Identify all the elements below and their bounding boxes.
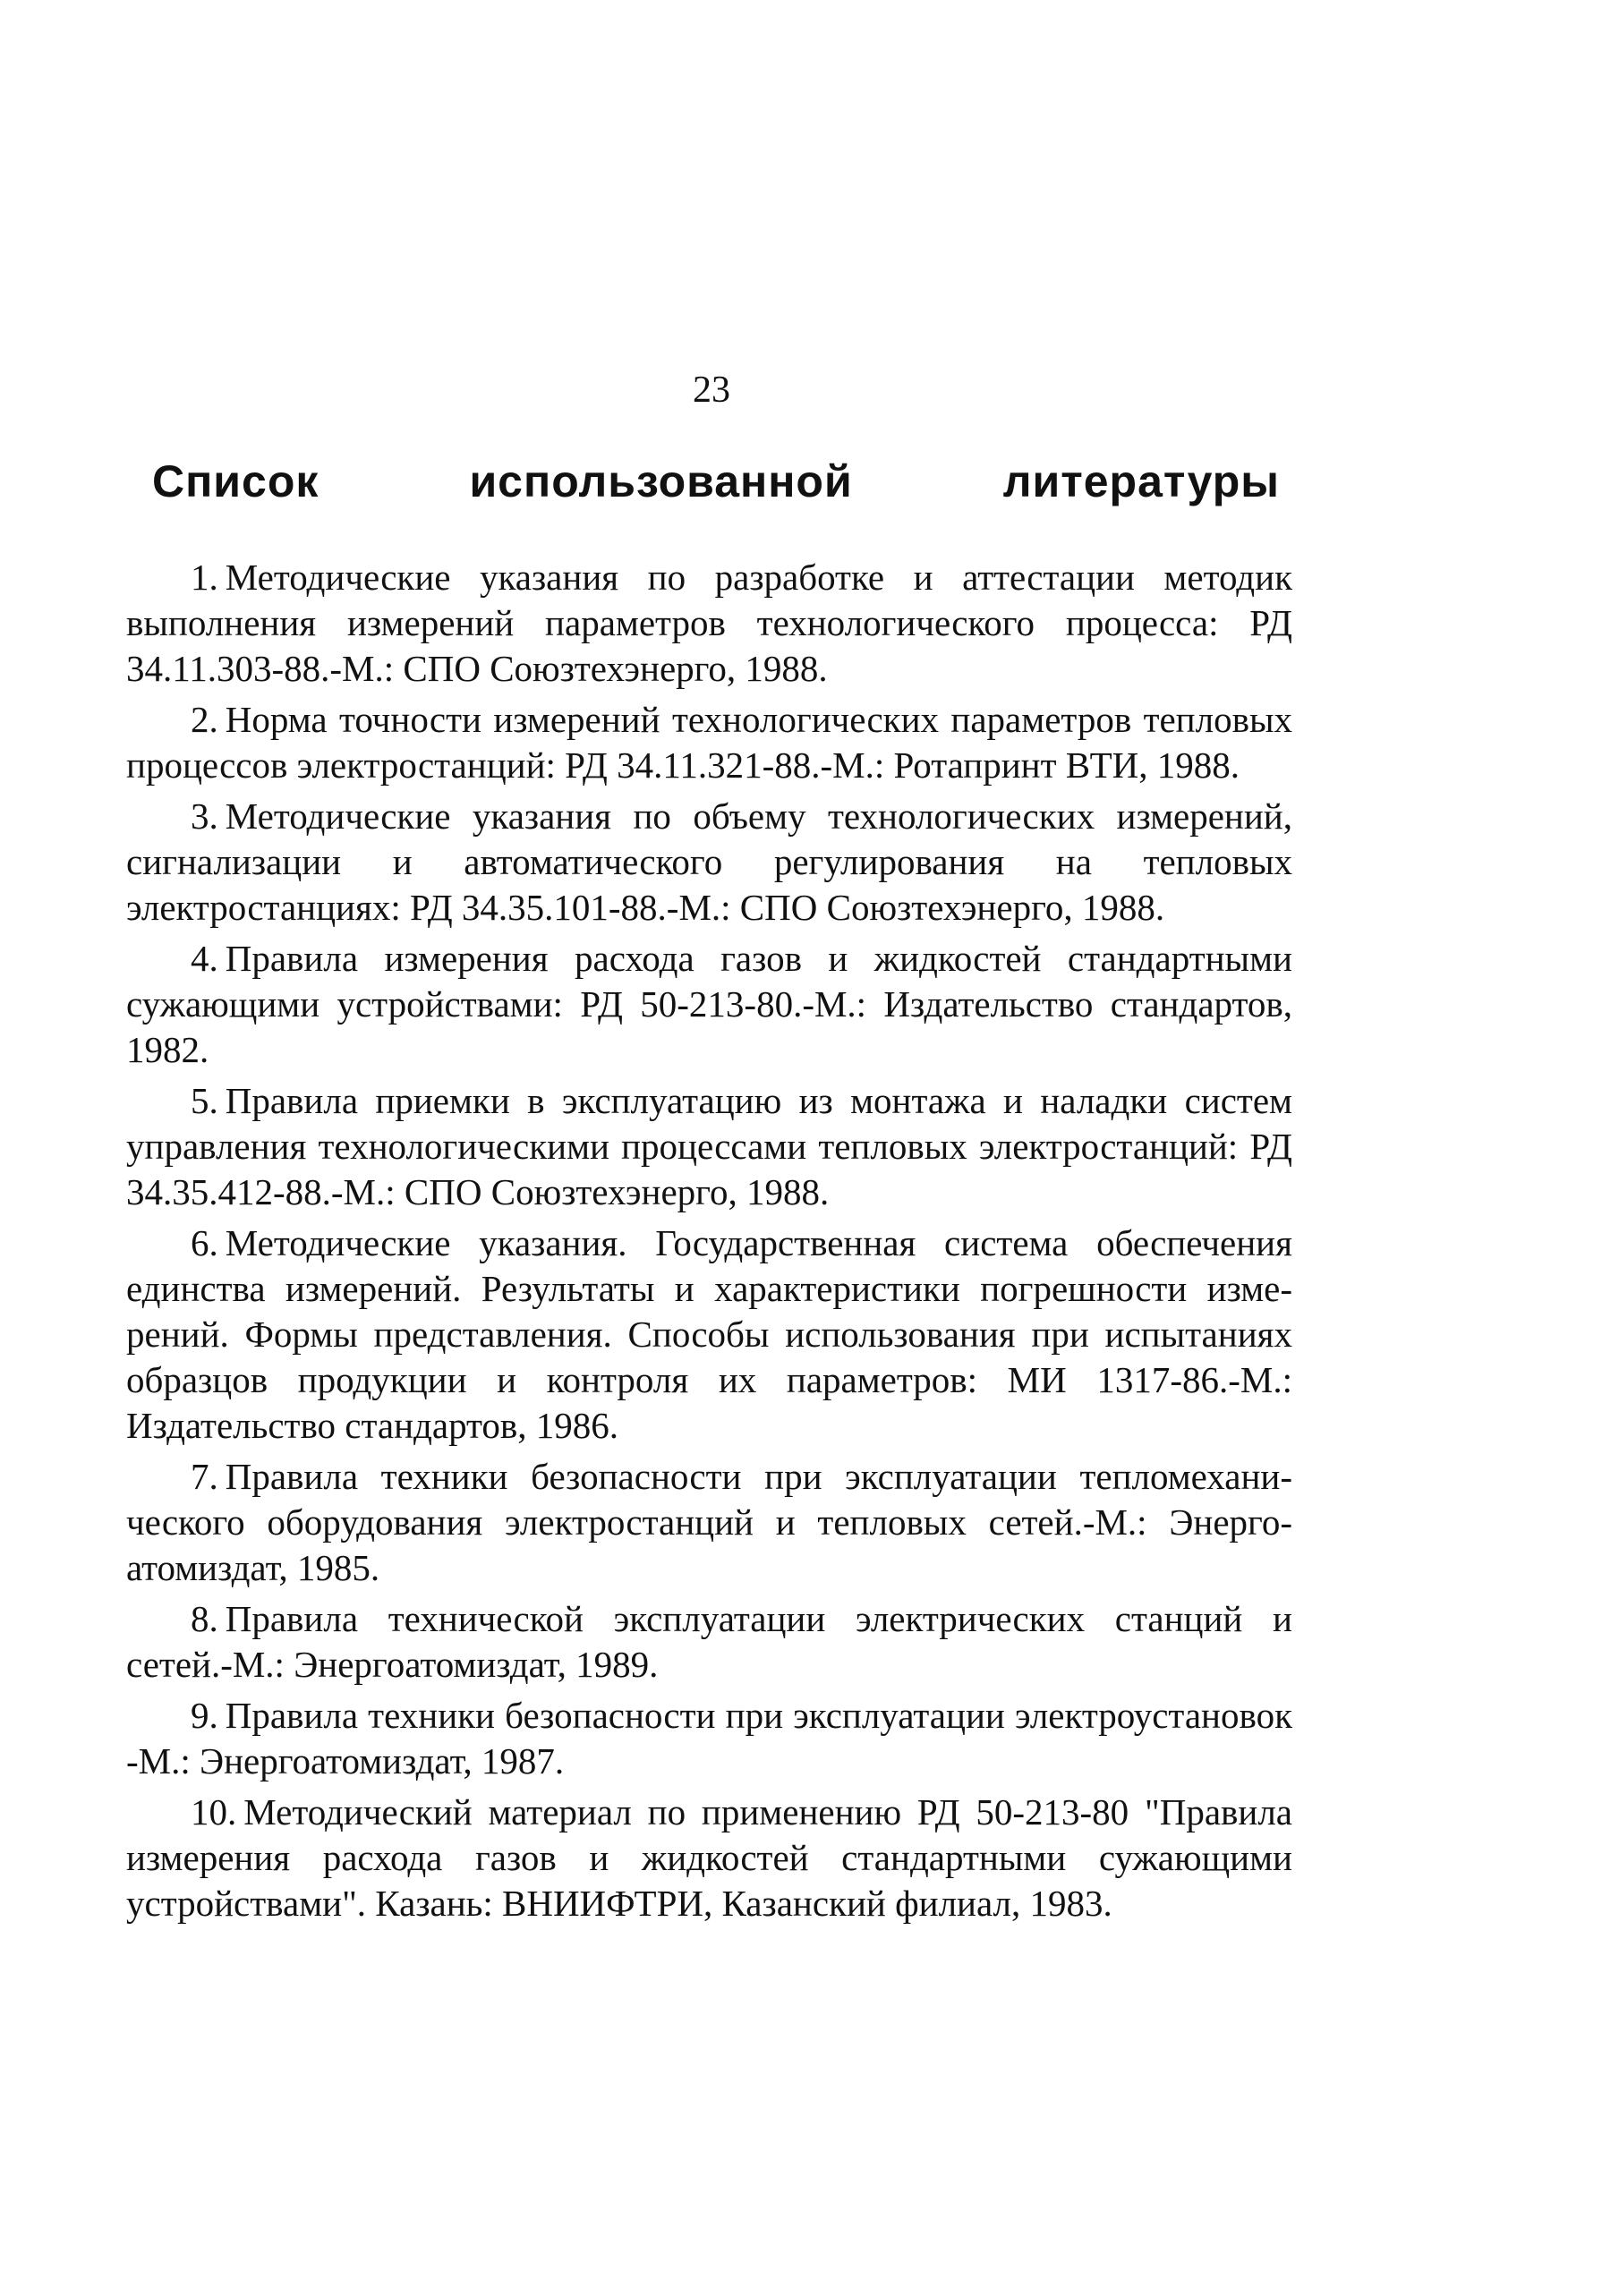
page-number: 23 xyxy=(693,370,730,411)
reference-text: Методические указания. Государственная система обеспечения единства измерений. Результаты и характеристики погрешности измерений. Формы представления. Способы использования при испытаниях образцов продукции и контроля их параметров: МИ 1317-86.-М.: Издательство стандартов, 1986. xyxy=(126,1222,1292,1446)
reference-item xyxy=(126,794,1292,931)
reference-number: 5. xyxy=(191,1080,218,1121)
reference-text: Правила техники безопасности при эксплуатации электроустановок -М.: Энергоатомиздат, 1987. xyxy=(126,1695,1292,1782)
reference-number: 8. xyxy=(191,1598,218,1639)
reference-text: Правила технической эксплуатации электрических станций и сетей.-М.: Энергоатомиздат, 1989. xyxy=(126,1598,1292,1685)
reference-item xyxy=(126,1693,1292,1784)
reference-item xyxy=(126,1454,1292,1591)
reference-text: Правила техники безопасности при эксплуатации тепломеханического оборудования электростанций и тепловых сетей.-М.: Энергоатомиздат, 1985. xyxy=(126,1456,1292,1588)
references-list xyxy=(126,555,1292,1932)
reference-item xyxy=(126,936,1292,1073)
reference-number: 1. xyxy=(191,557,218,598)
reference-text: Правила приемки в эксплуатацию из монтажа и наладки систем управления технологическими процессами тепловых электростанций: РД 34.35.412-88.-М.: СПО Союзтехэнерго, 1988. xyxy=(126,1080,1292,1212)
reference-text: Методические указания по объему технологических измерений, сигнализации и автоматического регулирования на тепловых электростанциях: РД 34.35.101-88.-М.: СПО Союзтехэнерго, 1988. xyxy=(126,795,1292,928)
reference-number: 2. xyxy=(191,699,218,740)
page-title: Список использованной литературы xyxy=(152,456,1280,506)
reference-item xyxy=(126,1790,1292,1926)
reference-number: 3. xyxy=(191,795,218,837)
reference-item xyxy=(126,1220,1292,1449)
reference-number: 9. xyxy=(191,1695,218,1736)
reference-text: Методические указания по разработке и аттестации методик выполнения измерений параметров технологического процесса: РД 34.11.303-88.-М.: СПО Союзтехэнерго, 1988. xyxy=(126,557,1292,689)
reference-number: 7. xyxy=(191,1456,218,1497)
reference-text: Норма точности измерений технологических параметров тепловых процессов электростанций: РД 34.11.321-88.-М.: Ротапринт ВТИ, 1988. xyxy=(126,699,1292,786)
reference-item xyxy=(126,1078,1292,1215)
reference-item xyxy=(126,1596,1292,1688)
reference-number: 10. xyxy=(191,1791,237,1833)
reference-text: Методический материал по применению РД 50-213-80 "Правила измерения расхода газов и жидкостей стандартными сужающими устройствами". Казань: ВНИИФТРИ, Казанский филиал, 1983. xyxy=(126,1791,1292,1924)
reference-item xyxy=(126,697,1292,788)
reference-number: 6. xyxy=(191,1222,218,1263)
reference-item xyxy=(126,555,1292,692)
reference-text: Правила измерения расхода газов и жидкостей стандартными сужающими устройствами: РД 50-213-80.-М.: Издательство стандартов, 1982. xyxy=(126,938,1292,1070)
reference-number: 4. xyxy=(191,938,218,979)
